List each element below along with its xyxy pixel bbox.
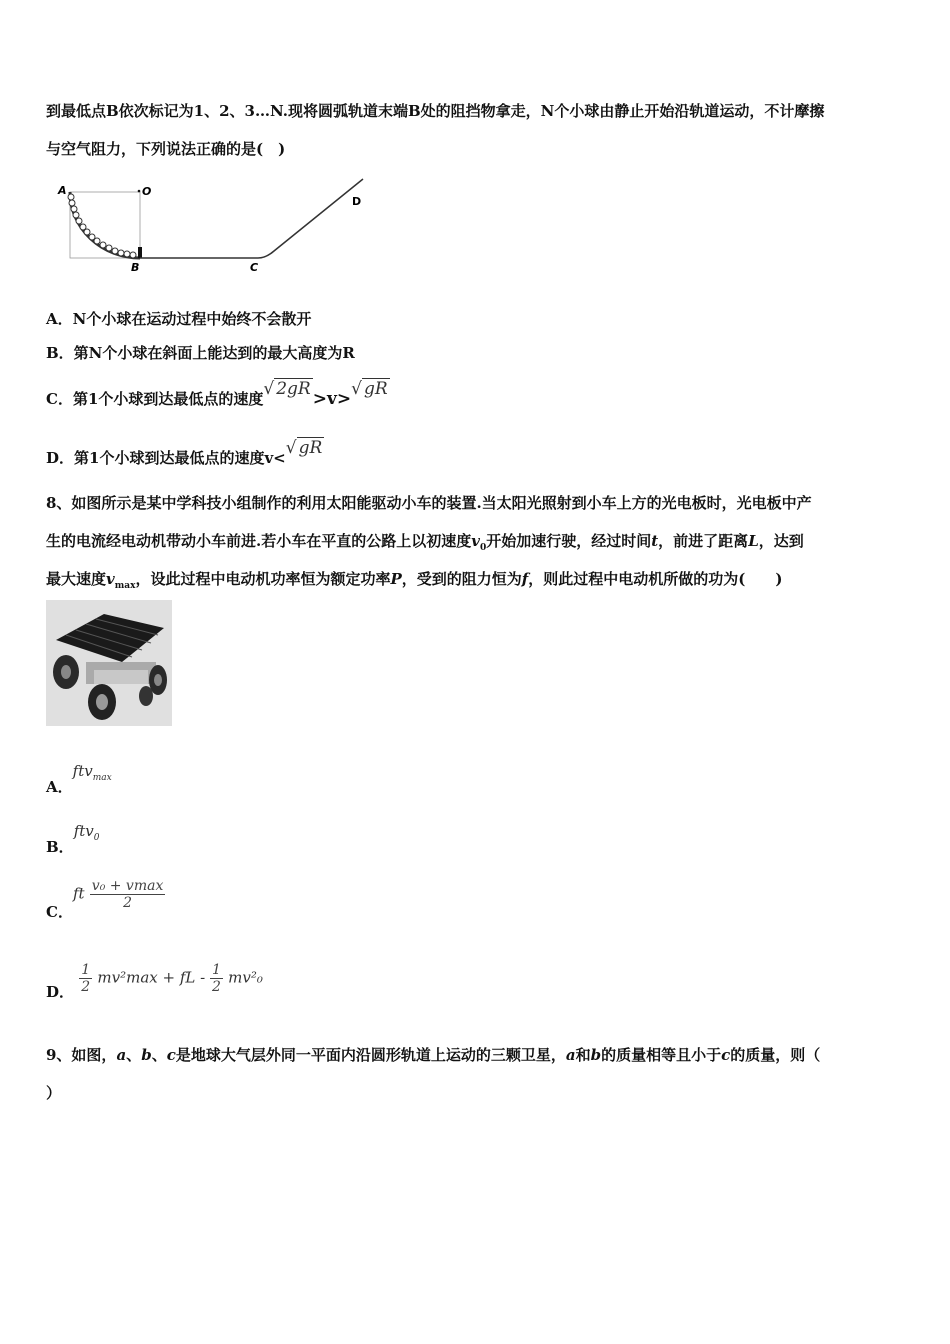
q7-option-c-text: C．第1个小球到达最低点的速度	[46, 390, 264, 408]
solar-car-photo	[46, 600, 172, 726]
q7-track-figure	[50, 175, 380, 275]
fraction-half-2: $\frac{1}{2}$	[211, 962, 221, 995]
q8-option-a: A．ftv$_{max}$	[46, 762, 112, 796]
q9-text-line2: ）	[46, 1084, 62, 1102]
q7-text-line2: 与空气阻力，下列说法正确的是( )	[46, 140, 286, 158]
expr-ftv0: ftv$_0$	[73, 822, 100, 843]
q9-text-line1: 9、如图，a、b、c是地球大气层外同一平面内沿圆形轨道上运动的三颗卫星，a和b的质量相等且小于c的质量，则（	[46, 1046, 821, 1064]
q8-option-d: D． $\frac{1}{2}$ mv²max + fL - $\frac{1}{2}$ mv²₀	[46, 962, 263, 1001]
q8-text-line1: 8、如图所示是某中学科技小组制作的利用太阳能驱动小车的装置.当太阳光照射到小车上方的光电板时，光电板中产	[46, 494, 812, 512]
q7-option-d	[46, 437, 324, 467]
q7-option-a: A．N个小球在运动过程中始终不会散开	[46, 310, 312, 328]
label-o: O	[142, 185, 152, 198]
label-b: B	[131, 261, 140, 274]
q7-option-c-ineq: >v>	[312, 389, 352, 409]
label-a: A	[58, 184, 67, 197]
expr-ft: ft	[72, 884, 85, 903]
q8-option-c: C．ft $\frac{\text{v₀ + vmax}}{2}$	[46, 878, 164, 921]
sqrt-2gR: √ 2gR	[263, 379, 311, 399]
q7-option-c	[46, 378, 390, 409]
label-d: D	[352, 195, 362, 208]
sqrt-gR-d: √ gR	[285, 438, 323, 458]
q8-text-line2: 生的电流经电动机带动小车前进.若小车在平直的公路上以初速度$v_0$开始加速行驶，经过时间t，前进了距离L，达到	[46, 532, 804, 553]
expr-ftvmax: ftv$_{max}$	[72, 762, 112, 783]
fraction-half-1: $\frac{1}{2}$	[81, 962, 91, 995]
sqrt-gR: √ gR	[351, 379, 388, 399]
q8-option-b: B．ftv$_0$	[46, 822, 100, 856]
label-c: C	[250, 261, 259, 274]
q7-option-b: B．第N个小球在斜面上能达到的最大高度为R	[46, 344, 355, 362]
q7-option-d-text: D．第1个小球到达最低点的速度v<	[46, 449, 286, 467]
fraction-average-velocity: $\frac{\text{v₀ + vmax}}{2}$	[91, 878, 164, 911]
q7-text-line1: 到最低点B依次标记为1、2、3…N.现将圆弧轨道末端B处的阻挡物拿走，N个小球由静止开始沿轨道运动，不计摩擦	[46, 102, 825, 120]
q8-text-line3: 最大速度$v_{max}$，设此过程中电动机功率恒为额定功率P，受到的阻力恒为f，则此过程中电动机所做的功为( )	[46, 570, 783, 591]
